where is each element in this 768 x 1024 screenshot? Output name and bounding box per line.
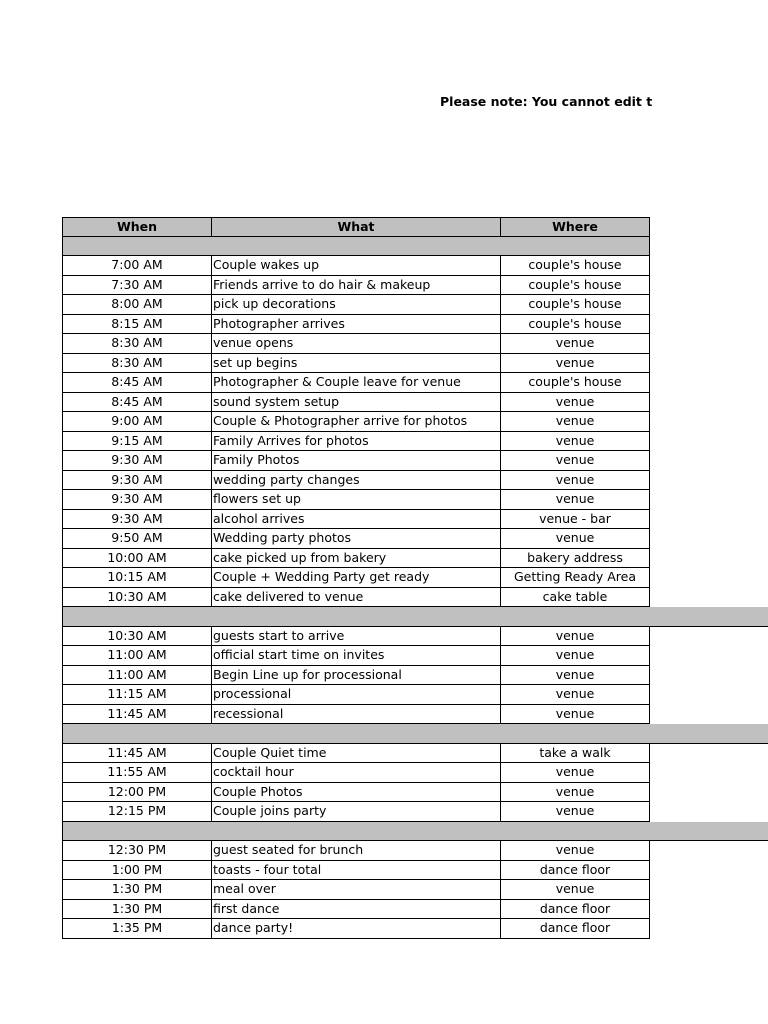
cell-when: 8:15 AM	[62, 315, 212, 335]
cell-where: venue	[501, 471, 650, 491]
edit-notice: Please note: You cannot edit t	[440, 94, 652, 109]
cell-what: set up begins	[212, 354, 501, 374]
cell-when: 9:15 AM	[62, 432, 212, 452]
cell-what: flowers set up	[212, 490, 501, 510]
table-row	[62, 315, 768, 335]
header-what: What	[212, 217, 501, 237]
cell-where: venue	[501, 841, 650, 861]
cell-when: 1:00 PM	[62, 861, 212, 881]
table-row	[62, 334, 768, 354]
cell-where: venue	[501, 432, 650, 452]
cell-where: venue	[501, 880, 650, 900]
cell-where: bakery address	[501, 549, 650, 569]
table-row	[62, 549, 768, 569]
table-row	[62, 393, 768, 413]
cell-where: venue	[501, 646, 650, 666]
cell-what: Wedding party photos	[212, 529, 501, 549]
cell-what: recessional	[212, 705, 501, 725]
table-row	[62, 451, 768, 471]
cell-when: 7:00 AM	[62, 256, 212, 276]
cell-where: Getting Ready Area	[501, 568, 650, 588]
table-row	[62, 900, 768, 920]
table-row	[62, 802, 768, 822]
cell-what: meal over	[212, 880, 501, 900]
cell-when: 12:00 PM	[62, 783, 212, 803]
table-row	[62, 432, 768, 452]
table-row	[62, 880, 768, 900]
cell-when: 11:45 AM	[62, 744, 212, 764]
table-header	[62, 217, 768, 237]
table-row	[62, 354, 768, 374]
cell-where: venue	[501, 354, 650, 374]
schedule-table	[62, 217, 768, 939]
cell-what: Couple + Wedding Party get ready	[212, 568, 501, 588]
cell-when: 7:30 AM	[62, 276, 212, 296]
table-row	[62, 256, 768, 276]
cell-when: 11:15 AM	[62, 685, 212, 705]
cell-what: venue opens	[212, 334, 501, 354]
cell-when: 9:50 AM	[62, 529, 212, 549]
table-row	[62, 685, 768, 705]
table-row	[62, 510, 768, 530]
table-row	[62, 666, 768, 686]
cell-where: couple's house	[501, 315, 650, 335]
cell-when: 10:00 AM	[62, 549, 212, 569]
cell-when: 8:00 AM	[62, 295, 212, 315]
cell-when: 12:15 PM	[62, 802, 212, 822]
table-row	[62, 471, 768, 491]
header-where: Where	[501, 217, 650, 237]
cell-what: official start time on invites	[212, 646, 501, 666]
cell-what: sound system setup	[212, 393, 501, 413]
cell-where: venue	[501, 393, 650, 413]
cell-where: venue	[501, 705, 650, 725]
cell-what: pick up decorations	[212, 295, 501, 315]
table-row	[62, 529, 768, 549]
cell-when: 9:00 AM	[62, 412, 212, 432]
table-row	[62, 919, 768, 939]
cell-what: wedding party changes	[212, 471, 501, 491]
cell-where: couple's house	[501, 256, 650, 276]
cell-where: dance floor	[501, 900, 650, 920]
section-divider	[62, 724, 768, 744]
cell-where: venue	[501, 412, 650, 432]
cell-what: cocktail hour	[212, 763, 501, 783]
cell-when: 11:00 AM	[62, 666, 212, 686]
section-divider	[62, 822, 768, 842]
cell-what: Family Arrives for photos	[212, 432, 501, 452]
cell-when: 11:00 AM	[62, 646, 212, 666]
cell-what: Photographer arrives	[212, 315, 501, 335]
cell-what: guests start to arrive	[212, 627, 501, 647]
cell-when: 1:35 PM	[62, 919, 212, 939]
header-when: When	[62, 217, 212, 237]
cell-when: 9:30 AM	[62, 490, 212, 510]
cell-what: Couple joins party	[212, 802, 501, 822]
cell-what: toasts - four total	[212, 861, 501, 881]
cell-when: 9:30 AM	[62, 510, 212, 530]
table-row	[62, 705, 768, 725]
table-row	[62, 568, 768, 588]
table-body	[62, 237, 768, 939]
cell-what: dance party!	[212, 919, 501, 939]
cell-where: venue	[501, 666, 650, 686]
cell-where: venue - bar	[501, 510, 650, 530]
cell-where: couple's house	[501, 295, 650, 315]
cell-when: 9:30 AM	[62, 451, 212, 471]
cell-where: venue	[501, 802, 650, 822]
cell-where: venue	[501, 627, 650, 647]
table-row	[62, 744, 768, 764]
cell-what: alcohol arrives	[212, 510, 501, 530]
cell-what: Begin Line up for processional	[212, 666, 501, 686]
cell-where: couple's house	[501, 276, 650, 296]
cell-what: Friends arrive to do hair & makeup	[212, 276, 501, 296]
cell-when: 8:45 AM	[62, 373, 212, 393]
cell-where: venue	[501, 451, 650, 471]
table-row	[62, 490, 768, 510]
cell-what: first dance	[212, 900, 501, 920]
cell-where: dance floor	[501, 861, 650, 881]
cell-when: 10:15 AM	[62, 568, 212, 588]
cell-where: cake table	[501, 588, 650, 608]
table-row	[62, 295, 768, 315]
cell-when: 8:30 AM	[62, 354, 212, 374]
cell-what: Couple & Photographer arrive for photos	[212, 412, 501, 432]
table-row	[62, 763, 768, 783]
cell-when: 9:30 AM	[62, 471, 212, 491]
table-row	[62, 841, 768, 861]
table-row	[62, 276, 768, 296]
cell-what: Family Photos	[212, 451, 501, 471]
cell-where: take a walk	[501, 744, 650, 764]
cell-what: guest seated for brunch	[212, 841, 501, 861]
cell-when: 1:30 PM	[62, 900, 212, 920]
cell-when: 8:30 AM	[62, 334, 212, 354]
cell-where: venue	[501, 783, 650, 803]
cell-where: venue	[501, 334, 650, 354]
cell-where: venue	[501, 529, 650, 549]
table-row	[62, 588, 768, 608]
cell-where: venue	[501, 763, 650, 783]
cell-what: cake picked up from bakery	[212, 549, 501, 569]
cell-when: 10:30 AM	[62, 588, 212, 608]
cell-what: Couple Photos	[212, 783, 501, 803]
section-divider	[62, 237, 650, 257]
cell-what: Couple wakes up	[212, 256, 501, 276]
table-row	[62, 861, 768, 881]
table-row	[62, 783, 768, 803]
table-row	[62, 646, 768, 666]
cell-what: Couple Quiet time	[212, 744, 501, 764]
table-row	[62, 373, 768, 393]
cell-where: venue	[501, 685, 650, 705]
cell-where: venue	[501, 490, 650, 510]
cell-when: 10:30 AM	[62, 627, 212, 647]
table-row	[62, 627, 768, 647]
cell-when: 1:30 PM	[62, 880, 212, 900]
cell-when: 12:30 PM	[62, 841, 212, 861]
cell-when: 11:55 AM	[62, 763, 212, 783]
cell-what: processional	[212, 685, 501, 705]
cell-what: cake delivered to venue	[212, 588, 501, 608]
cell-where: couple's house	[501, 373, 650, 393]
cell-where: dance floor	[501, 919, 650, 939]
table-row	[62, 412, 768, 432]
cell-when: 8:45 AM	[62, 393, 212, 413]
section-divider	[62, 607, 768, 627]
cell-what: Photographer & Couple leave for venue	[212, 373, 501, 393]
cell-when: 11:45 AM	[62, 705, 212, 725]
